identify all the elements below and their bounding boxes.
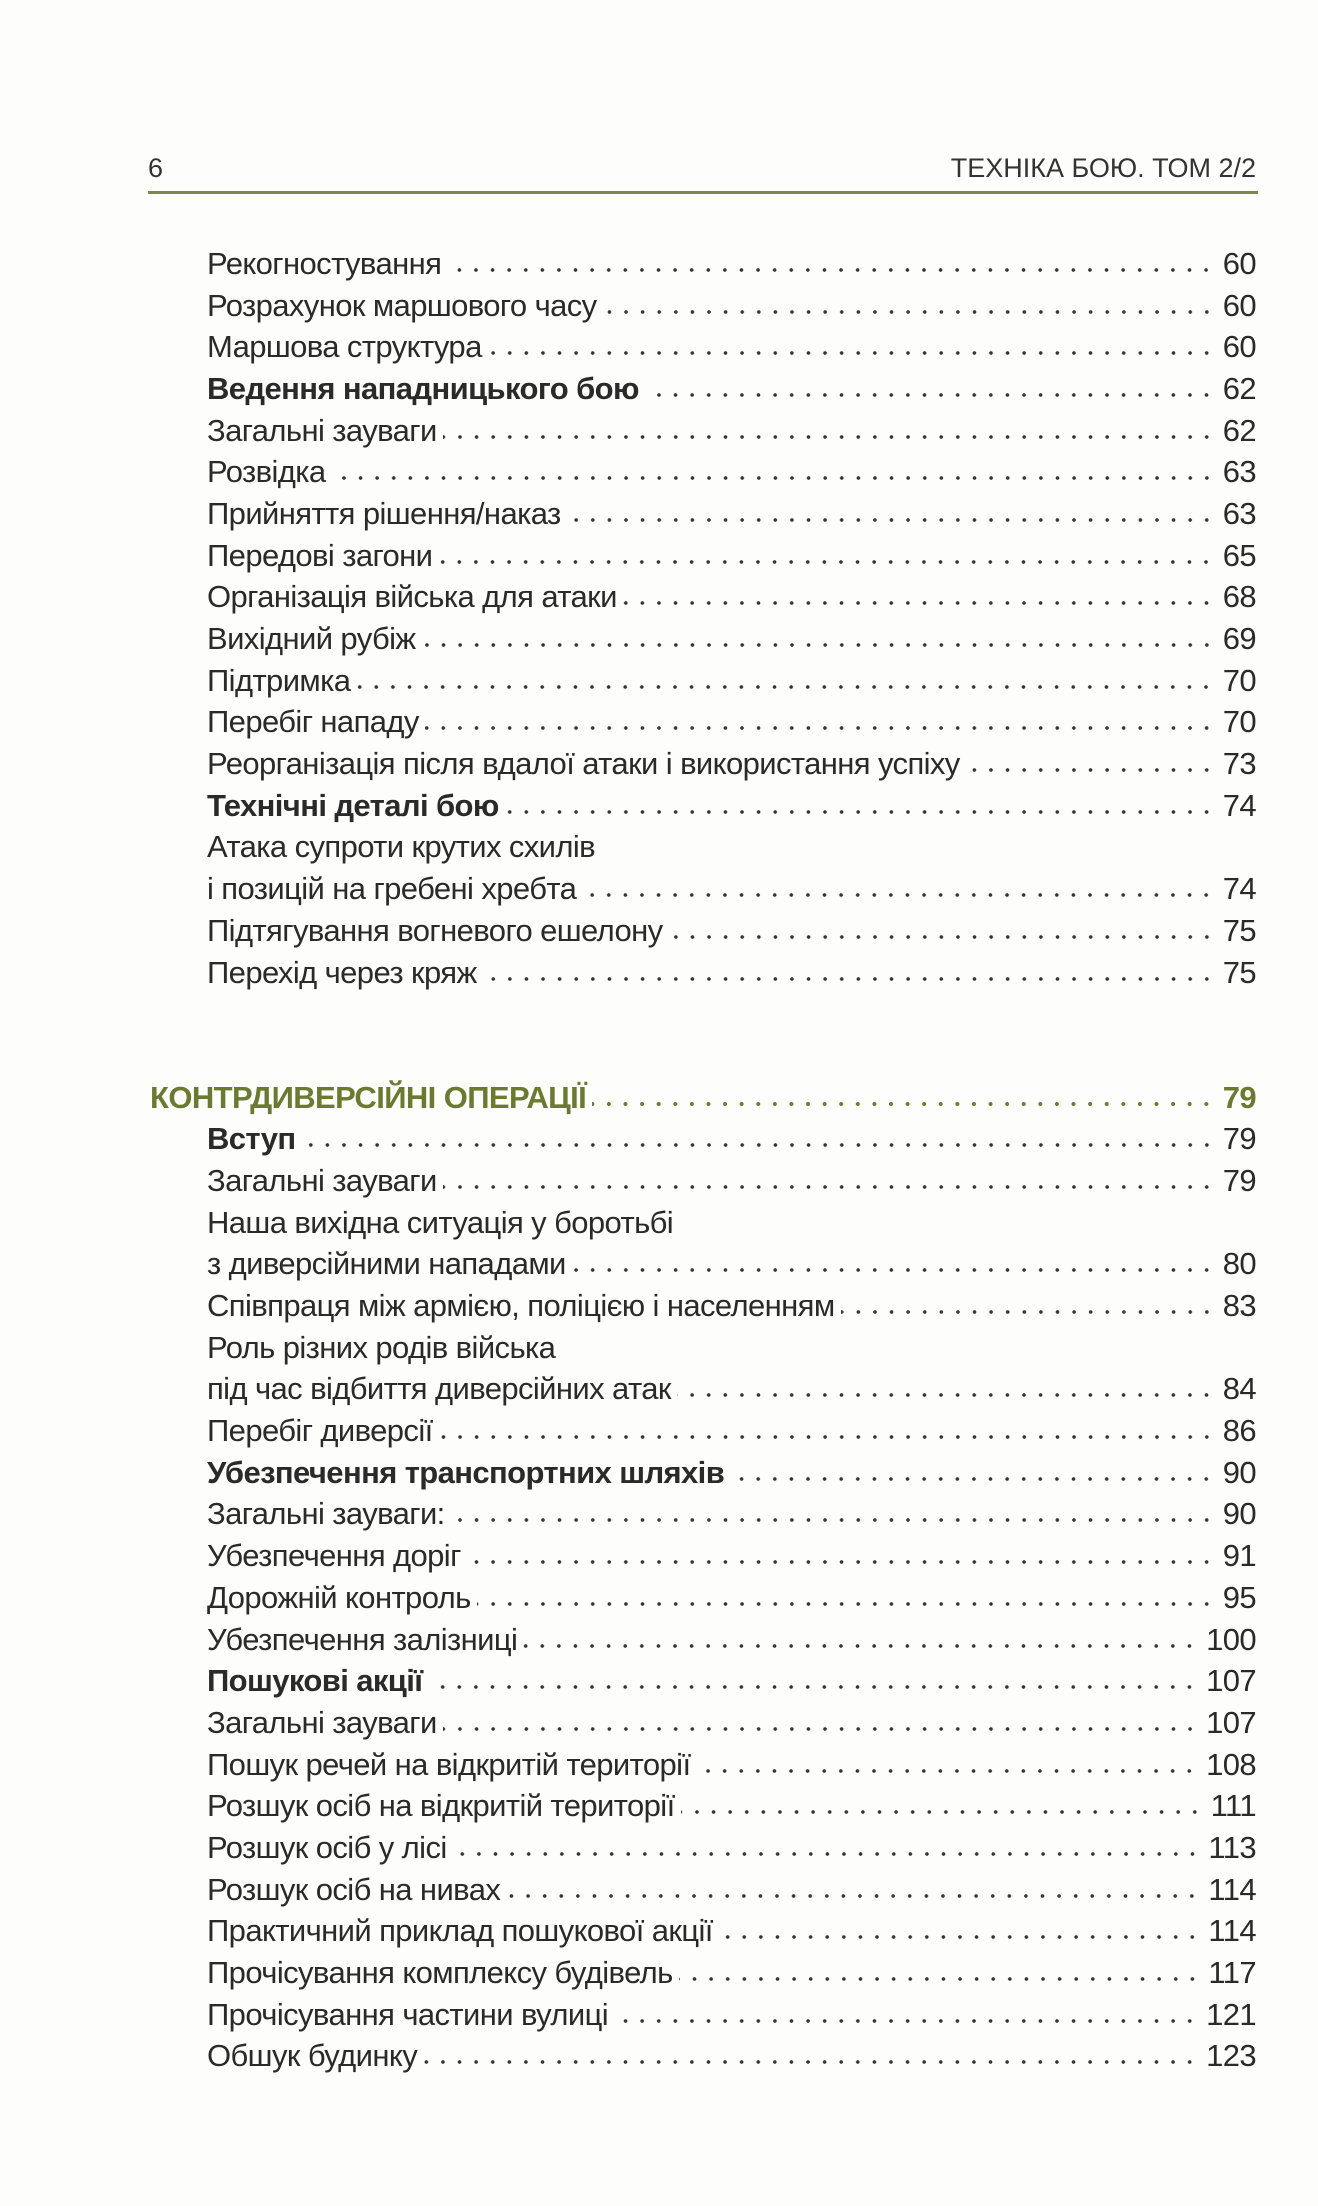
toc-entry-title: Розвідка bbox=[207, 454, 326, 490]
toc-entry[interactable] bbox=[150, 2036, 1256, 2078]
toc-entry-title: Підтримка bbox=[207, 662, 351, 698]
dot-leader bbox=[592, 1100, 1215, 1108]
toc-section-heading[interactable] bbox=[150, 1077, 1256, 1119]
toc-entry-title: і позицій на гребені хребта bbox=[207, 871, 577, 907]
toc-entry-page: 62 bbox=[1222, 370, 1256, 406]
toc-entry[interactable] bbox=[150, 285, 1256, 327]
toc-entry[interactable] bbox=[150, 1494, 1256, 1536]
toc-entry[interactable] bbox=[150, 1410, 1256, 1452]
toc-entry[interactable] bbox=[150, 1369, 1256, 1411]
toc-entry-page: 111 bbox=[1210, 1788, 1256, 1824]
toc-entry-page: 108 bbox=[1206, 1746, 1256, 1782]
dot-leader bbox=[428, 1683, 1198, 1691]
dot-leader bbox=[451, 1516, 1215, 1524]
toc-entry-title: Вихідний рубіж bbox=[207, 621, 416, 657]
toc-entry-page: 90 bbox=[1222, 1496, 1256, 1532]
toc-entry[interactable] bbox=[150, 1702, 1256, 1744]
toc-entry-title: Передові загони bbox=[207, 537, 433, 573]
toc-entry-title: Практичний приклад пошукової акції bbox=[207, 1913, 713, 1949]
toc-entry-page: 69 bbox=[1222, 621, 1256, 657]
toc-entry-title: Дорожній контроль bbox=[207, 1579, 471, 1615]
toc-entry-title: Співпраця між армією, поліцією і населенням bbox=[207, 1288, 835, 1324]
section-page: 79 bbox=[1222, 1079, 1256, 1115]
toc-entry[interactable] bbox=[150, 660, 1256, 702]
dot-leader bbox=[572, 1266, 1215, 1274]
dot-leader bbox=[623, 599, 1215, 607]
toc-entry-page: 74 bbox=[1222, 871, 1256, 907]
toc-entry-page: 68 bbox=[1222, 579, 1256, 615]
toc-entry-page: 90 bbox=[1222, 1454, 1256, 1490]
toc-entry-title: Загальні зауваги bbox=[207, 1162, 437, 1198]
toc-entry-title: Технічні деталі бою bbox=[207, 787, 499, 823]
toc-entry-title: Загальні зауваги bbox=[207, 1704, 437, 1740]
toc-entry[interactable] bbox=[150, 1911, 1256, 1953]
toc-entry-page: 75 bbox=[1222, 954, 1256, 990]
toc-entry[interactable] bbox=[150, 1744, 1256, 1786]
toc-entry-page: 60 bbox=[1222, 245, 1256, 281]
toc-entry[interactable] bbox=[150, 1327, 1256, 1369]
toc-entry[interactable] bbox=[150, 743, 1256, 785]
toc-entry[interactable] bbox=[150, 1160, 1256, 1202]
toc-entry-page: 73 bbox=[1222, 746, 1256, 782]
toc-entry-title: Убезпечення транспортних шляхів bbox=[207, 1454, 725, 1490]
dot-leader bbox=[488, 349, 1215, 357]
toc-entry-page: 62 bbox=[1222, 412, 1256, 448]
toc-entry-page: 63 bbox=[1222, 454, 1256, 490]
page-number: 6 bbox=[148, 153, 164, 183]
toc-entry-title: Перебіг диверсії bbox=[207, 1413, 433, 1449]
toc-entry-page: 123 bbox=[1206, 2038, 1256, 2074]
toc-entry[interactable] bbox=[150, 1869, 1256, 1911]
toc-entry[interactable] bbox=[150, 243, 1256, 285]
toc-entry[interactable] bbox=[150, 1827, 1256, 1869]
toc-entry-page: 60 bbox=[1222, 329, 1256, 365]
toc-entry-page: 79 bbox=[1222, 1162, 1256, 1198]
dot-leader bbox=[603, 308, 1215, 316]
dot-leader bbox=[696, 1767, 1198, 1775]
dot-leader bbox=[523, 1642, 1198, 1650]
toc-entry[interactable] bbox=[150, 1994, 1256, 2036]
toc-entry-title: з диверсійними нападами bbox=[207, 1246, 566, 1282]
table-of-contents bbox=[150, 243, 1256, 2077]
dot-leader bbox=[443, 433, 1215, 441]
dot-leader bbox=[483, 975, 1215, 983]
toc-entry-title: Прийняття рішення/наказ bbox=[207, 495, 561, 531]
dot-leader bbox=[681, 1808, 1203, 1816]
toc-entry-page: 117 bbox=[1208, 1955, 1256, 1991]
toc-entry-title: Розрахунок маршового часу bbox=[207, 287, 597, 323]
toc-subsection-heading[interactable] bbox=[150, 785, 1256, 827]
dot-leader bbox=[423, 2058, 1198, 2066]
dot-leader bbox=[730, 1475, 1215, 1483]
dot-leader bbox=[477, 1600, 1215, 1608]
toc-entry-page: 114 bbox=[1208, 1913, 1256, 1949]
toc-entry-page: 70 bbox=[1222, 662, 1256, 698]
dot-leader bbox=[453, 1850, 1201, 1858]
dot-leader bbox=[356, 683, 1214, 691]
toc-entry-title: Пошукові акції bbox=[207, 1663, 423, 1699]
toc-entry-page: 83 bbox=[1222, 1288, 1256, 1324]
toc-entry-title: Прочісування частини вулиці bbox=[207, 1996, 609, 2032]
section-title: КОНТРДИВЕРСІЙНІ ОПЕРАЦІЇ bbox=[150, 1079, 587, 1115]
toc-entry-page: 113 bbox=[1208, 1829, 1256, 1865]
toc-entry[interactable] bbox=[150, 1785, 1256, 1827]
dot-leader bbox=[447, 266, 1214, 274]
running-title: ТЕХНІКА БОЮ. ТОМ 2/2 bbox=[950, 153, 1256, 183]
header-rule bbox=[148, 191, 1258, 194]
toc-entry-page: 75 bbox=[1222, 912, 1256, 948]
toc-entry-title: Прочісування комплексу будівель bbox=[207, 1955, 673, 1991]
toc-entry[interactable] bbox=[150, 827, 1256, 869]
dot-leader bbox=[719, 1933, 1201, 1941]
toc-entry-title: Реорганізація після вдалої атаки і використання успіху bbox=[207, 746, 960, 782]
toc-entry-title: Розшук осіб на відкритій території bbox=[207, 1788, 675, 1824]
toc-entry-page: 107 bbox=[1206, 1663, 1256, 1699]
toc-entry-title: Наша вихідна ситуація у боротьбі bbox=[207, 1204, 674, 1240]
dot-leader bbox=[422, 641, 1215, 649]
toc-entry[interactable] bbox=[150, 952, 1256, 994]
toc-entry-title: Маршова структура bbox=[207, 329, 482, 365]
dot-leader bbox=[467, 1558, 1215, 1566]
dot-leader bbox=[439, 1433, 1215, 1441]
dot-leader bbox=[443, 1183, 1215, 1191]
toc-entry-title: Пошук речей на відкритій території bbox=[207, 1746, 691, 1782]
toc-entry-title: Перебіг нападу bbox=[207, 704, 419, 740]
dot-leader bbox=[966, 766, 1215, 774]
toc-entry[interactable] bbox=[150, 1244, 1256, 1286]
toc-entry-page: 91 bbox=[1222, 1538, 1256, 1574]
toc-entry[interactable] bbox=[150, 618, 1256, 660]
toc-entry-title: Організація війська для атаки bbox=[207, 579, 617, 615]
toc-subsection-heading[interactable] bbox=[150, 1118, 1256, 1160]
toc-entry[interactable] bbox=[150, 535, 1256, 577]
toc-entry[interactable] bbox=[150, 1619, 1256, 1661]
dot-leader bbox=[505, 808, 1215, 816]
section-spacer bbox=[150, 993, 1256, 1076]
dot-leader bbox=[614, 2017, 1198, 2025]
toc-entry-page: 95 bbox=[1222, 1579, 1256, 1615]
toc-entry-page: 84 bbox=[1222, 1371, 1256, 1407]
toc-entry[interactable] bbox=[150, 868, 1256, 910]
toc-entry-page: 60 bbox=[1222, 287, 1256, 323]
toc-entry[interactable] bbox=[150, 451, 1256, 493]
toc-entry[interactable] bbox=[150, 1202, 1256, 1244]
toc-entry-page: 86 bbox=[1222, 1413, 1256, 1449]
toc-entry-title: Роль різних родів війська bbox=[207, 1329, 556, 1365]
dot-leader bbox=[677, 1391, 1215, 1399]
toc-entry-title: Підтягування вогневого ешелону bbox=[207, 912, 663, 948]
dot-leader bbox=[679, 1975, 1201, 1983]
toc-entry[interactable] bbox=[150, 410, 1256, 452]
toc-entry-title: Розшук осіб у лісі bbox=[207, 1829, 447, 1865]
toc-entry-title: Загальні зауваги: bbox=[207, 1496, 445, 1532]
toc-entry-page: 80 bbox=[1222, 1246, 1256, 1282]
toc-entry[interactable] bbox=[150, 326, 1256, 368]
toc-entry-title: Обшук будинку bbox=[207, 2038, 418, 2074]
dot-leader bbox=[332, 474, 1215, 482]
toc-entry-title: Загальні зауваги bbox=[207, 412, 437, 448]
dot-leader bbox=[506, 1892, 1200, 1900]
toc-entry[interactable] bbox=[150, 1285, 1256, 1327]
toc-entry-page: 121 bbox=[1206, 1996, 1256, 2032]
toc-entry-title: Ведення нападницького бою bbox=[207, 370, 639, 406]
toc-subsection-heading[interactable] bbox=[150, 1660, 1256, 1702]
toc-part-1 bbox=[150, 243, 1256, 993]
toc-entry-title: Атака супроти крутих схилів bbox=[207, 829, 596, 865]
toc-entry-page: 63 bbox=[1222, 495, 1256, 531]
toc-entry-title: Убезпечення доріг bbox=[207, 1538, 461, 1574]
toc-part-2 bbox=[150, 1118, 1256, 2077]
dot-leader bbox=[302, 1141, 1215, 1149]
toc-entry-title: Перехід через кряж bbox=[207, 954, 477, 990]
toc-entry-page: 107 bbox=[1206, 1704, 1256, 1740]
toc-entry-title: під час відбиття диверсійних атак bbox=[207, 1371, 671, 1407]
toc-entry-page: 100 bbox=[1206, 1621, 1256, 1657]
dot-leader bbox=[443, 1725, 1198, 1733]
dot-leader bbox=[669, 933, 1215, 941]
toc-entry[interactable] bbox=[150, 577, 1256, 619]
toc-entry-page: 114 bbox=[1208, 1871, 1256, 1907]
toc-entry[interactable] bbox=[150, 702, 1256, 744]
toc-entry-title: Розшук осіб на нивах bbox=[207, 1871, 501, 1907]
toc-subsection-heading[interactable] bbox=[150, 368, 1256, 410]
page-header bbox=[148, 150, 1256, 184]
dot-leader bbox=[567, 516, 1215, 524]
toc-subsection-heading[interactable] bbox=[150, 1452, 1256, 1494]
toc-entry-title: Рекогностування bbox=[207, 245, 442, 281]
toc-entry[interactable] bbox=[150, 1952, 1256, 1994]
toc-entry-page: 70 bbox=[1222, 704, 1256, 740]
dot-leader bbox=[425, 724, 1215, 732]
toc-entry[interactable] bbox=[150, 910, 1256, 952]
dot-leader bbox=[582, 891, 1214, 899]
toc-entry-page: 79 bbox=[1222, 1121, 1256, 1157]
toc-entry[interactable] bbox=[150, 1577, 1256, 1619]
dot-leader bbox=[438, 558, 1214, 566]
toc-entry-title: Вступ bbox=[207, 1121, 296, 1157]
toc-entry[interactable] bbox=[150, 493, 1256, 535]
toc-entry-page: 74 bbox=[1222, 787, 1256, 823]
toc-entry-page: 65 bbox=[1222, 537, 1256, 573]
dot-leader bbox=[841, 1308, 1215, 1316]
toc-entry[interactable] bbox=[150, 1535, 1256, 1577]
toc-entry-title: Убезпечення залізниці bbox=[207, 1621, 518, 1657]
dot-leader bbox=[645, 391, 1215, 399]
